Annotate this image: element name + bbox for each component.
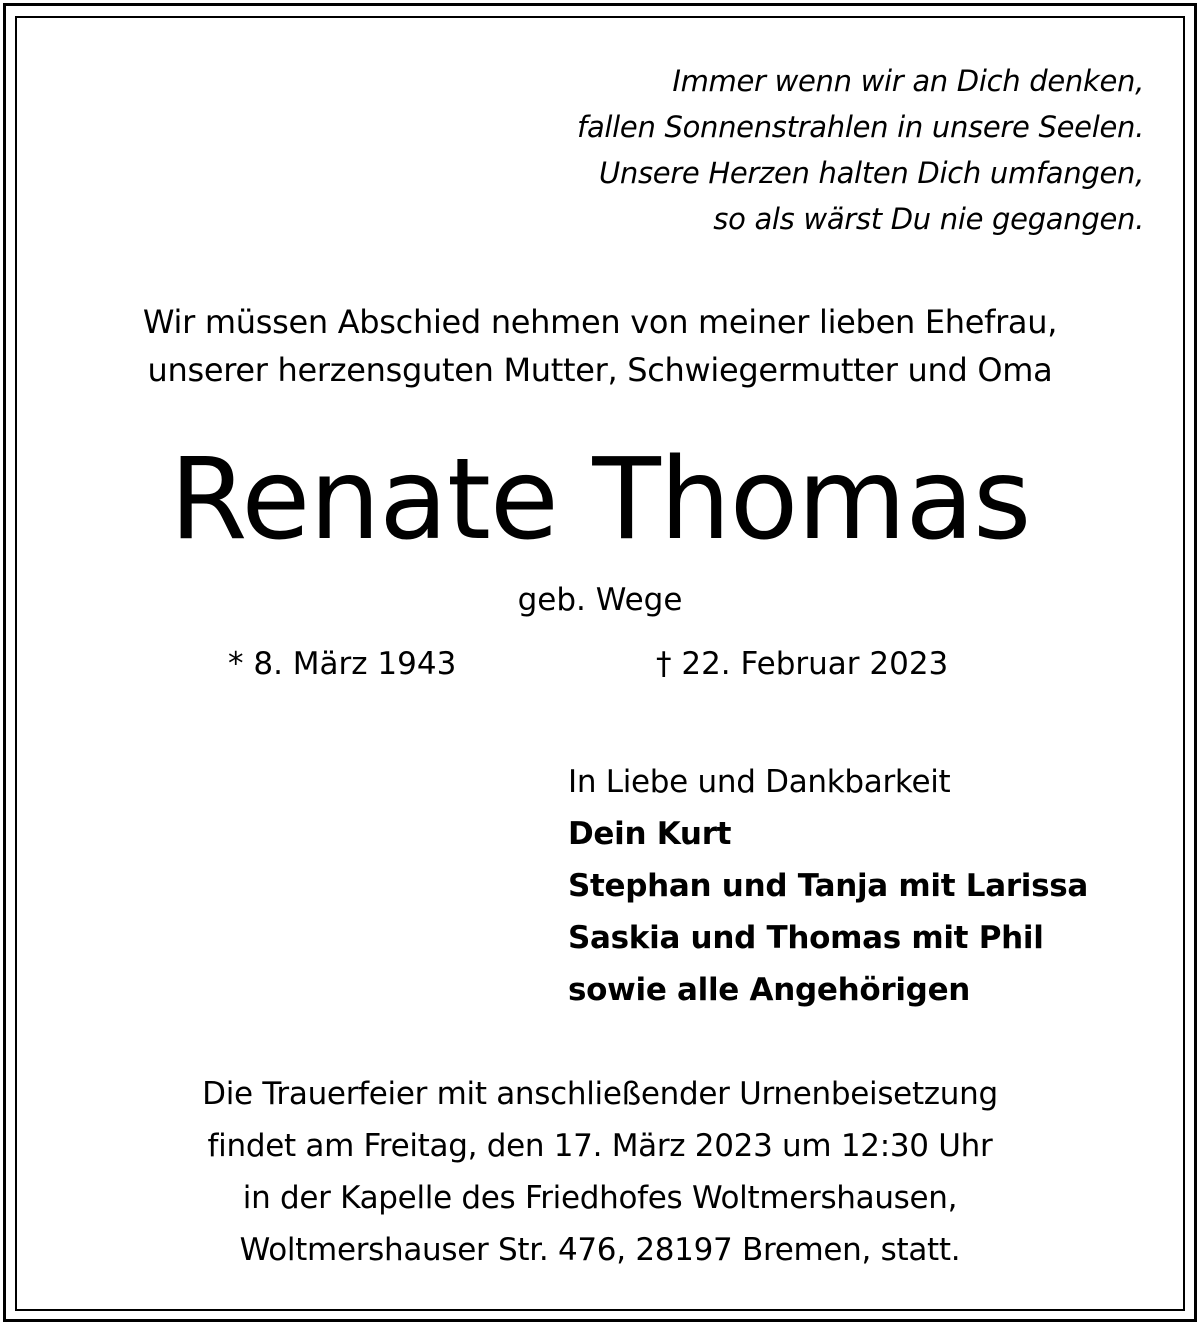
intro-line: unserer herzensguten Mutter, Schwiegermutter und Oma [147,351,1053,389]
birth-date: * 8. März 1943 [228,646,457,682]
motto-line: so als wärst Du nie gegangen. [713,202,1144,236]
death-date: † 22. Februar 2023 [656,646,949,682]
mourner-name: Stephan und Tanja mit Larissa [568,868,1089,904]
service-line: in der Kapelle des Friedhofes Woltmershausen, [242,1180,958,1216]
mourners-intro: In Liebe und Dankbarkeit [568,764,951,800]
mourner-name: Dein Kurt [568,816,732,852]
mourner-name: sowie alle Angehörigen [568,972,971,1008]
intro-line: Wir müssen Abschied nehmen von meiner lieben Ehefrau, [142,303,1058,341]
mourner-name: Saskia und Thomas mit Phil [568,920,1044,956]
motto-poem [444,58,1144,242]
maiden-name: geb. Wege [517,582,683,618]
service-line: Woltmershauser Str. 476, 28197 Bremen, statt. [239,1232,961,1268]
mourners-block [568,756,1088,1016]
service-line: findet am Freitag, den 17. März 2023 um 12:30 Uhr [207,1128,993,1164]
motto-line: fallen Sonnenstrahlen in unsere Seelen. [577,110,1144,144]
deceased-name: Renate Thomas [169,435,1031,565]
service-line: Die Trauerfeier mit anschließender Urnenbeisetzung [202,1076,998,1112]
motto-line: Immer wenn wir an Dich denken, [672,64,1144,98]
motto-line: Unsere Herzen halten Dich umfangen, [598,156,1144,190]
funeral-service-info [0,1068,1200,1276]
farewell-intro [0,298,1200,394]
